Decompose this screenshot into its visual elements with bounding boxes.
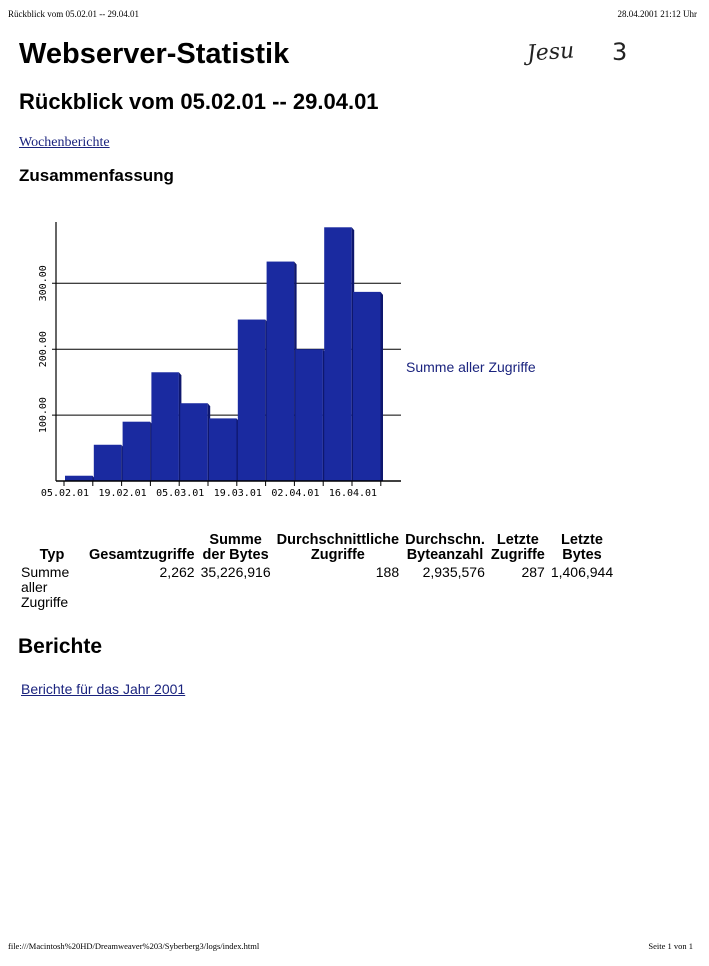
chart-bar (209, 418, 237, 481)
print-footer-url: file:///Macintosh%20HD/Dreamweaver%203/Syberberg3/logs/index.html (8, 941, 260, 951)
cell-durchschn-zugriffe: 188 (375, 564, 400, 580)
page-subtitle: Rückblick vom 05.02.01 -- 29.04.01 (19, 89, 379, 114)
x-tick-label: 19.02.01 (98, 488, 147, 499)
x-tick-label: 05.03.01 (156, 488, 205, 499)
x-tick-label: 02.04.01 (271, 488, 320, 499)
stats-table (18, 533, 616, 612)
x-tick-label: 16.04.01 (328, 488, 378, 499)
handwritten-number: 3 (612, 38, 628, 66)
x-tick-label: 19.03.01 (213, 488, 262, 499)
col-letzte-zugriffe-header: Letzte Zugriffe (490, 532, 545, 563)
chart-bar (353, 292, 381, 481)
col-summe-bytes-header: Summe der Bytes (202, 532, 269, 563)
summary-heading: Zusammenfassung (19, 166, 174, 185)
chart-bar (94, 445, 122, 481)
chart-bar (267, 262, 295, 481)
table-row (18, 563, 616, 612)
chart-legend-label: Summe aller Zugriffe (406, 359, 536, 375)
chart-bar (180, 403, 208, 481)
y-tick-label: 200.00 (38, 331, 49, 368)
chart-bar (123, 422, 151, 481)
x-tick-label: 05.02.01 (40, 488, 90, 499)
cell-typ: Summe aller Zugriffe (21, 564, 70, 610)
chart-bar (324, 227, 352, 481)
handwritten-annotation: Jesu (526, 38, 576, 67)
col-gesamtzugriffe-header: Gesamtzugriffe (89, 547, 195, 563)
cell-letzte-zugriffe: 287 (521, 564, 545, 580)
chart-bar-shade (381, 292, 384, 481)
chart-bar (65, 476, 93, 481)
chart-bar (295, 349, 323, 481)
print-footer-page: Seite 1 von 1 (648, 941, 693, 951)
page-title: Webserver-Statistik (19, 38, 290, 70)
chart-bar (238, 320, 265, 481)
cell-gesamtzugriffe: 2,262 (159, 564, 195, 580)
weekly-reports-link[interactable]: Wochenberichte (19, 135, 110, 150)
reports-2001-link[interactable]: Berichte für das Jahr 2001 (21, 681, 186, 697)
stats-header-row (18, 533, 616, 563)
col-typ-header: Typ (39, 547, 65, 563)
access-bar-chart (20, 208, 410, 508)
chart-bar (151, 372, 179, 481)
y-tick-label: 300.00 (38, 265, 49, 302)
y-tick-label: 100.00 (38, 397, 49, 434)
reports-heading: Berichte (18, 635, 103, 658)
print-header-left: Rückblick vom 05.02.01 -- 29.04.01 (8, 9, 139, 19)
print-header-right: 28.04.2001 21:12 Uhr (617, 9, 697, 19)
col-durchschn-byteanzahl-header: Durchschn. Byteanzahl (405, 532, 485, 563)
col-durchschn-zugriffe-header: Durchschnittliche Zugriffe (276, 532, 400, 563)
cell-summe-bytes: 35,226,916 (200, 564, 271, 580)
col-letzte-bytes-header: Letzte Bytes (561, 532, 603, 563)
cell-durchschn-byteanzahl: 2,935,576 (422, 564, 485, 580)
cell-letzte-bytes: 1,406,944 (550, 564, 614, 580)
